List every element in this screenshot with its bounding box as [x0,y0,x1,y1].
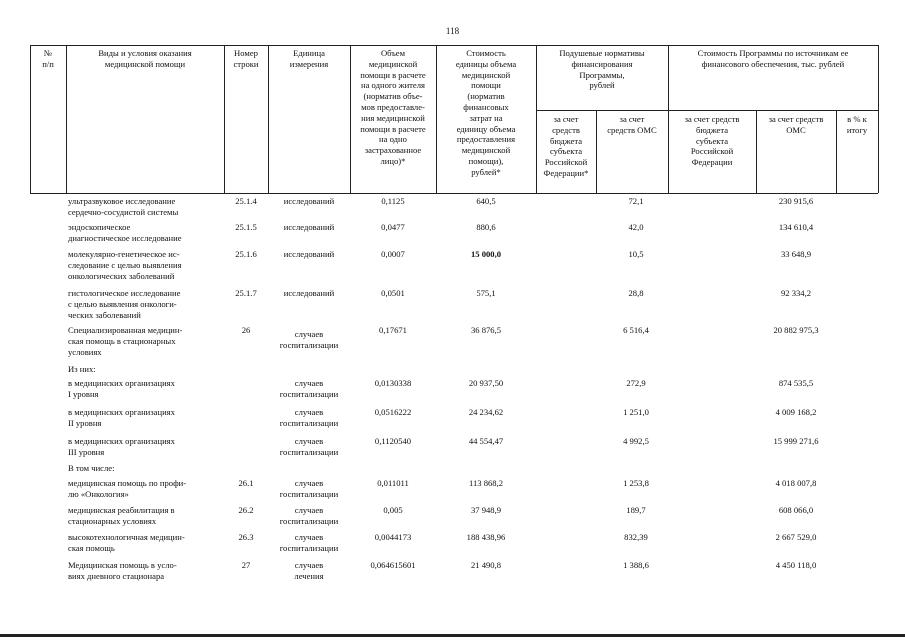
row-unit-cost: 20 937,50 [468,378,504,388]
row-unit: исследований [283,222,335,232]
row-program-oms: 2 667 529,0 [775,532,817,542]
row-percapita-oms: 28,8 [628,288,644,298]
row-number: 26.1 [238,478,254,488]
row-number: 27 [241,560,251,570]
header-percapita: Подушевые нормативы финансирования Программы, рублей [559,48,645,91]
row-unit-cost: 44 554,47 [468,436,504,446]
header-unit-cost: Стоимость единицы объема медицинской помощи (норматив финансовых затрат на единицу объема предоставления медицинской помощи), рублей* [455,48,517,177]
row-name: Специализированная медицин- ская помощь в стационарных условиях [68,325,183,357]
row-volume: 0,0516222 [374,407,412,417]
row-volume: 0,1125 [381,196,405,206]
row-unit: исследований [283,288,335,298]
row-name: гистологическое исследование с целью выявления онкологи- ческих заболеваний [68,288,181,320]
row-program-oms: 4 450 118,0 [775,560,817,570]
row-percapita-oms: 1 388,6 [623,560,649,570]
row-program-oms: 608 066,0 [778,505,814,515]
header-program-oms: за счет средств ОМС [768,114,824,135]
row-name: в медицинских организациях I уровня [68,378,175,399]
row-unit-cost: 113 868,2 [468,478,504,488]
row-volume: 0,0477 [381,222,405,232]
row-volume: 0,0130338 [374,378,412,388]
row-unit-cost: 575,1 [476,288,496,298]
row-unit-cost: 37 948,9 [470,505,502,515]
row-unit: исследований [283,249,335,259]
row-name: в медицинских организациях III уровня [68,436,175,457]
header-percapita-oms: за счет средств ОМС [607,114,657,135]
row-percapita-oms: 832,39 [624,532,648,542]
row-unit-cost: 15 000,0 [470,249,502,259]
row-name: молекулярно-генетическое ис- следование с целью выявления онкологических заболеваний [68,249,182,281]
row-unit: случаев лечения [294,560,324,581]
row-program-oms: 134 610,4 [778,222,814,232]
page-number: 118 [445,26,460,36]
row-unit-cost: 188 438,96 [466,532,506,542]
row-name: ультразвуковое исследование сердечно-сосудистой системы [68,196,179,217]
row-unit-cost: 640,5 [476,196,496,206]
row-percapita-oms: 272,9 [626,378,646,388]
header-volume: Объем медицинской помощи в расчете на одного жителя (норматив объе- мов предоставле- ния медицинской помощи в расчете на одно застрахованное лицо)* [360,48,426,166]
row-volume: 0,0501 [381,288,405,298]
row-name: эндоскопическое диагностическое исследование [68,222,182,243]
row-number: 25.1.5 [235,222,257,232]
row-number: 26.3 [238,532,254,542]
row-percapita-oms: 6 516,4 [623,325,649,335]
row-volume: 0,0007 [381,249,405,259]
scan-bottom-edge [0,634,905,637]
header-percapita-budget: за счет средств бюджета субъекта Российской Федерации* [543,114,589,178]
row-percapita-oms: 1 251,0 [623,407,649,417]
row-name: Из них: [68,364,96,374]
row-unit: исследований [283,196,335,206]
table-top-rule [30,45,878,46]
row-number: 26 [241,325,251,335]
header-program-percent: в % к итогу [846,114,868,135]
row-program-oms: 20 882 975,3 [773,325,819,335]
row-unit: случаев госпитализации [279,505,339,526]
header-unit: Единица измерения [289,48,329,69]
row-volume: 0,1120540 [374,436,412,446]
header-row-number: Номер строки [233,48,259,69]
row-unit: случаев госпитализации [279,407,339,428]
row-percapita-oms: 10,5 [628,249,644,259]
row-percapita-oms: 72,1 [628,196,644,206]
row-unit: случаев госпитализации [279,378,339,399]
row-program-oms: 4 018 007,8 [775,478,817,488]
row-number: 25.1.4 [235,196,257,206]
row-unit-cost: 36 876,5 [470,325,502,335]
row-unit: случаев госпитализации [279,478,339,499]
header-program-cost: Стоимость Программы по источникам ее финансового обеспечения, тыс. рублей [697,48,849,69]
row-percapita-oms: 1 253,8 [623,478,649,488]
header-program-budget: за счет средств бюджета субъекта Российской Федерации [684,114,740,168]
row-program-oms: 4 009 168,2 [775,407,817,417]
row-name: медицинская помощь по профи- лю «Онкология» [68,478,187,499]
row-number: 25.1.7 [235,288,257,298]
row-percapita-oms: 42,0 [628,222,644,232]
row-number: 26.2 [238,505,254,515]
row-name: Медицинская помощь в усло- виях дневного стационара [68,560,177,581]
subheader-rule-percapita [536,110,668,111]
subheader-rule-program [668,110,878,111]
row-percapita-oms: 189,7 [626,505,646,515]
row-number: 25.1.6 [235,249,257,259]
row-volume: 0,005 [383,505,403,515]
row-name: В том числе: [68,463,115,473]
row-program-oms: 874 535,5 [778,378,814,388]
row-unit: случаев госпитализации [279,532,339,553]
row-percapita-oms: 4 992,5 [623,436,649,446]
header-bottom-rule [30,193,878,194]
row-volume: 0,0044173 [374,532,412,542]
header-name: Виды и условия оказания медицинской помощи [98,48,192,69]
row-unit-cost: 21 490,8 [470,560,502,570]
row-unit: случаев госпитализации [279,329,339,350]
row-program-oms: 230 915,6 [778,196,814,206]
row-volume: 0,064615601 [370,560,416,570]
row-volume: 0,011011 [377,478,409,488]
row-unit-cost: 880,6 [476,222,496,232]
col-rule [878,45,879,193]
row-name: в медицинских организациях II уровня [68,407,175,428]
row-program-oms: 33 648,9 [780,249,812,259]
row-name: медицинская реабилитация в стационарных условиях [68,505,175,526]
row-program-oms: 15 999 271,6 [773,436,819,446]
header-no: № п/п [42,48,54,69]
row-unit: случаев госпитализации [279,436,339,457]
row-program-oms: 92 334,2 [780,288,812,298]
row-name: высокотехнологичная медицин- ская помощь [68,532,185,553]
row-volume: 0,17671 [379,325,407,335]
row-unit-cost: 24 234,62 [468,407,504,417]
